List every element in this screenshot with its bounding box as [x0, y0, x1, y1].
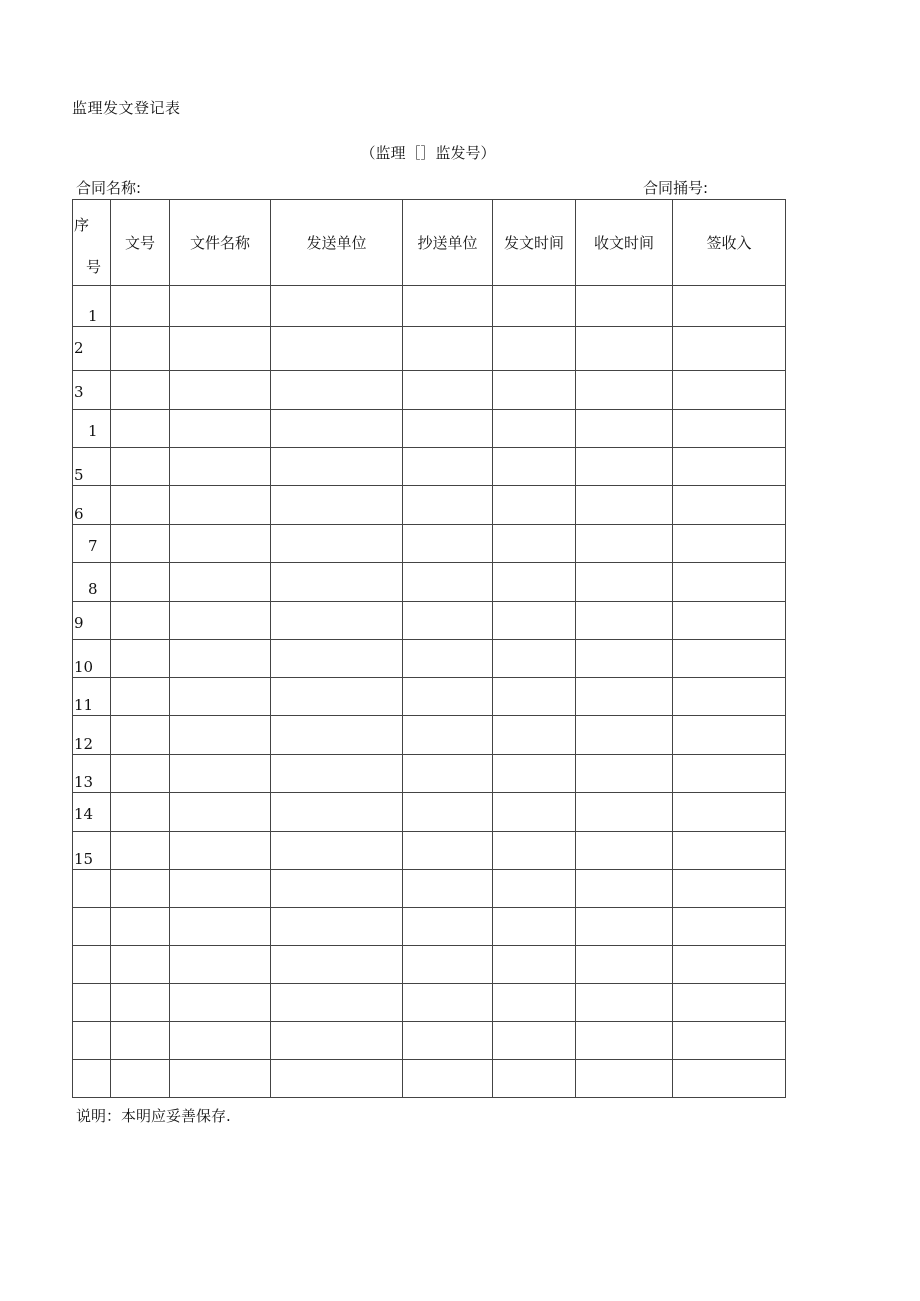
- table-row: [73, 1022, 786, 1060]
- row-number: 14: [74, 805, 94, 823]
- row-number-cell: [73, 327, 111, 371]
- row-number: 7: [88, 537, 98, 555]
- header-seq-bottom: 号: [86, 258, 102, 276]
- table-cell: [576, 1060, 673, 1098]
- table-cell: [170, 908, 271, 946]
- table-cell: [271, 793, 403, 832]
- table-cell: [403, 908, 493, 946]
- dispatch-register-table: [72, 199, 786, 1098]
- table-cell: [576, 1022, 673, 1060]
- table-cell: [673, 946, 786, 984]
- table-cell: [403, 525, 493, 563]
- table-row: [73, 908, 786, 946]
- table-row: [73, 1060, 786, 1098]
- row-number-cell: [73, 410, 111, 448]
- table-cell: [576, 602, 673, 640]
- table-cell: [493, 716, 576, 755]
- table-cell: [111, 946, 170, 984]
- row-number-cell: [73, 908, 111, 946]
- row-number: 13: [74, 773, 94, 791]
- row-number-cell: [73, 716, 111, 755]
- table-cell: [111, 984, 170, 1022]
- row-number: 12: [74, 735, 94, 753]
- table-cell: [111, 832, 170, 870]
- table-cell: [403, 1060, 493, 1098]
- table-cell: [493, 563, 576, 602]
- table-cell: [673, 448, 786, 486]
- table-cell: [170, 327, 271, 371]
- table-cell: [493, 793, 576, 832]
- table-row: [73, 870, 786, 908]
- table-cell: [403, 793, 493, 832]
- table-cell: [271, 640, 403, 678]
- table-cell: [673, 984, 786, 1022]
- table-cell: [271, 908, 403, 946]
- table-cell: [170, 793, 271, 832]
- table-cell: [170, 832, 271, 870]
- table-cell: [111, 755, 170, 793]
- row-number-cell: [73, 1022, 111, 1060]
- table-cell: [493, 410, 576, 448]
- table-cell: [493, 832, 576, 870]
- table-cell: [493, 640, 576, 678]
- table-cell: [493, 946, 576, 984]
- table-row: [73, 286, 786, 327]
- table-cell: [576, 755, 673, 793]
- row-number: 1: [88, 422, 98, 440]
- table-cell: [271, 371, 403, 410]
- table-cell: [493, 908, 576, 946]
- row-number-cell: [73, 486, 111, 525]
- table-row: [73, 640, 786, 678]
- table-cell: [403, 286, 493, 327]
- table-cell: [271, 716, 403, 755]
- table-cell: [111, 286, 170, 327]
- row-number: 15: [74, 850, 94, 868]
- table-cell: [170, 525, 271, 563]
- table-cell: [576, 716, 673, 755]
- table-cell: [111, 371, 170, 410]
- table-cell: [111, 525, 170, 563]
- table-row: [73, 793, 786, 832]
- table-cell: [271, 563, 403, 602]
- table-cell: [170, 410, 271, 448]
- table-cell: [403, 602, 493, 640]
- table-cell: [170, 448, 271, 486]
- table-cell: [403, 832, 493, 870]
- table-cell: [576, 678, 673, 716]
- table-cell: [493, 1022, 576, 1060]
- table-cell: [673, 525, 786, 563]
- table-cell: [170, 1060, 271, 1098]
- table-cell: [271, 1022, 403, 1060]
- table-cell: [576, 327, 673, 371]
- table-cell: [576, 563, 673, 602]
- table-cell: [271, 984, 403, 1022]
- table-cell: [673, 640, 786, 678]
- table-row: [73, 678, 786, 716]
- table-cell: [271, 1060, 403, 1098]
- table-cell: [271, 678, 403, 716]
- table-cell: [673, 908, 786, 946]
- table-cell: [403, 410, 493, 448]
- table-cell: [493, 1060, 576, 1098]
- table-cell: [576, 371, 673, 410]
- table-cell: [271, 327, 403, 371]
- table-cell: [673, 1060, 786, 1098]
- table-cell: [271, 448, 403, 486]
- header-send-time: 发文时间: [493, 200, 576, 286]
- table-cell: [111, 640, 170, 678]
- table-cell: [271, 602, 403, 640]
- table-cell: [111, 448, 170, 486]
- table-row: [73, 755, 786, 793]
- table-row: [73, 832, 786, 870]
- table-cell: [673, 793, 786, 832]
- table-row: [73, 410, 786, 448]
- table-row: [73, 716, 786, 755]
- table-cell: [170, 870, 271, 908]
- table-row: [73, 946, 786, 984]
- table-cell: [170, 946, 271, 984]
- table-cell: [576, 908, 673, 946]
- table-cell: [170, 678, 271, 716]
- table-row: [73, 448, 786, 486]
- table-row: [73, 486, 786, 525]
- table-cell: [170, 602, 271, 640]
- table-cell: [673, 327, 786, 371]
- row-number-cell: [73, 563, 111, 602]
- table-cell: [111, 327, 170, 371]
- table-cell: [673, 678, 786, 716]
- table-cell: [403, 678, 493, 716]
- table-cell: [403, 870, 493, 908]
- table-cell: [493, 371, 576, 410]
- table-cell: [403, 327, 493, 371]
- table-cell: [170, 640, 271, 678]
- table-cell: [170, 716, 271, 755]
- table-cell: [111, 870, 170, 908]
- table-cell: [170, 755, 271, 793]
- row-number-cell: [73, 755, 111, 793]
- table-cell: [673, 602, 786, 640]
- header-doc-no: 文号: [111, 200, 170, 286]
- table-cell: [170, 984, 271, 1022]
- table-row: [73, 563, 786, 602]
- row-number-cell: [73, 640, 111, 678]
- table-cell: [576, 286, 673, 327]
- table-cell: [170, 563, 271, 602]
- table-cell: [673, 563, 786, 602]
- table-cell: [271, 486, 403, 525]
- table-cell: [673, 286, 786, 327]
- row-number-cell: [73, 984, 111, 1022]
- table-cell: [271, 286, 403, 327]
- table-cell: [403, 563, 493, 602]
- table-cell: [403, 984, 493, 1022]
- row-number-cell: [73, 371, 111, 410]
- table-cell: [493, 755, 576, 793]
- table-cell: [403, 371, 493, 410]
- table-cell: [111, 602, 170, 640]
- table-cell: [576, 793, 673, 832]
- table-cell: [403, 946, 493, 984]
- header-send-unit: 发送单位: [271, 200, 403, 286]
- table-cell: [673, 870, 786, 908]
- table-cell: [493, 870, 576, 908]
- table-cell: [403, 1022, 493, 1060]
- row-number-cell: [73, 832, 111, 870]
- row-number: 2: [74, 339, 84, 357]
- table-cell: [673, 755, 786, 793]
- table-cell: [271, 832, 403, 870]
- table-cell: [271, 525, 403, 563]
- table-cell: [493, 678, 576, 716]
- table-cell: [576, 486, 673, 525]
- table-cell: [673, 371, 786, 410]
- table-cell: [576, 410, 673, 448]
- row-number: 10: [74, 658, 94, 676]
- row-number: 3: [74, 383, 84, 401]
- footnote: 说明：本明应妥善保存.: [76, 1107, 231, 1125]
- row-number-cell: [73, 793, 111, 832]
- table-cell: [673, 410, 786, 448]
- table-cell: [403, 640, 493, 678]
- table-cell: [576, 946, 673, 984]
- table-cell: [576, 640, 673, 678]
- table-cell: [493, 602, 576, 640]
- table-cell: [403, 448, 493, 486]
- table-cell: [493, 327, 576, 371]
- row-number: 1: [88, 307, 98, 325]
- table-cell: [271, 410, 403, 448]
- table-row: [73, 327, 786, 371]
- table-cell: [271, 870, 403, 908]
- table-cell: [170, 486, 271, 525]
- table-cell: [111, 410, 170, 448]
- document-title: 监理发文登记表: [72, 99, 181, 117]
- table-cell: [271, 755, 403, 793]
- table-cell: [111, 563, 170, 602]
- contract-name-label: 合同名称:: [76, 179, 142, 197]
- header-cc-unit: 抄送单位: [403, 200, 493, 286]
- table-cell: [673, 486, 786, 525]
- table-cell: [493, 286, 576, 327]
- row-number-cell: [73, 525, 111, 563]
- table-cell: [170, 286, 271, 327]
- table-cell: [576, 525, 673, 563]
- table-cell: [576, 984, 673, 1022]
- contract-number-label: 合同捅号:: [643, 179, 709, 197]
- row-number-cell: [73, 602, 111, 640]
- row-number: 8: [88, 580, 98, 598]
- table-cell: [111, 716, 170, 755]
- table-cell: [493, 448, 576, 486]
- row-number-cell: [73, 1060, 111, 1098]
- table-row: [73, 602, 786, 640]
- table-header-row: [73, 200, 786, 286]
- table-cell: [576, 448, 673, 486]
- row-number: 6: [74, 505, 84, 523]
- table-cell: [673, 832, 786, 870]
- table-row: [73, 371, 786, 410]
- header-sign: 签收入: [673, 200, 786, 286]
- table-cell: [493, 984, 576, 1022]
- table-cell: [111, 908, 170, 946]
- row-number-cell: [73, 448, 111, 486]
- table-cell: [493, 486, 576, 525]
- row-number-cell: [73, 286, 111, 327]
- table-cell: [493, 525, 576, 563]
- table-cell: [170, 371, 271, 410]
- table-cell: [403, 716, 493, 755]
- table-cell: [271, 946, 403, 984]
- table-body: [73, 286, 786, 1098]
- row-number-cell: [73, 946, 111, 984]
- table-cell: [673, 1022, 786, 1060]
- header-receive-time: 收文时间: [576, 200, 673, 286]
- table-cell: [576, 832, 673, 870]
- row-number-cell: [73, 870, 111, 908]
- table-cell: [111, 793, 170, 832]
- document-number-line: （监理［］监发号）: [360, 144, 496, 162]
- table-cell: [111, 1022, 170, 1060]
- table-row: [73, 525, 786, 563]
- row-number-cell: [73, 678, 111, 716]
- table-cell: [111, 1060, 170, 1098]
- table-cell: [111, 678, 170, 716]
- table-cell: [170, 1022, 271, 1060]
- row-number: 9: [74, 614, 84, 632]
- table-cell: [673, 716, 786, 755]
- header-file-name: 文件名称: [170, 200, 271, 286]
- table-row: [73, 984, 786, 1022]
- header-seq: [73, 200, 111, 286]
- row-number: 5: [74, 466, 84, 484]
- row-number: 11: [74, 696, 94, 714]
- header-seq-top: 序: [74, 216, 90, 234]
- table-cell: [403, 486, 493, 525]
- table-cell: [403, 755, 493, 793]
- table-cell: [111, 486, 170, 525]
- table-cell: [576, 870, 673, 908]
